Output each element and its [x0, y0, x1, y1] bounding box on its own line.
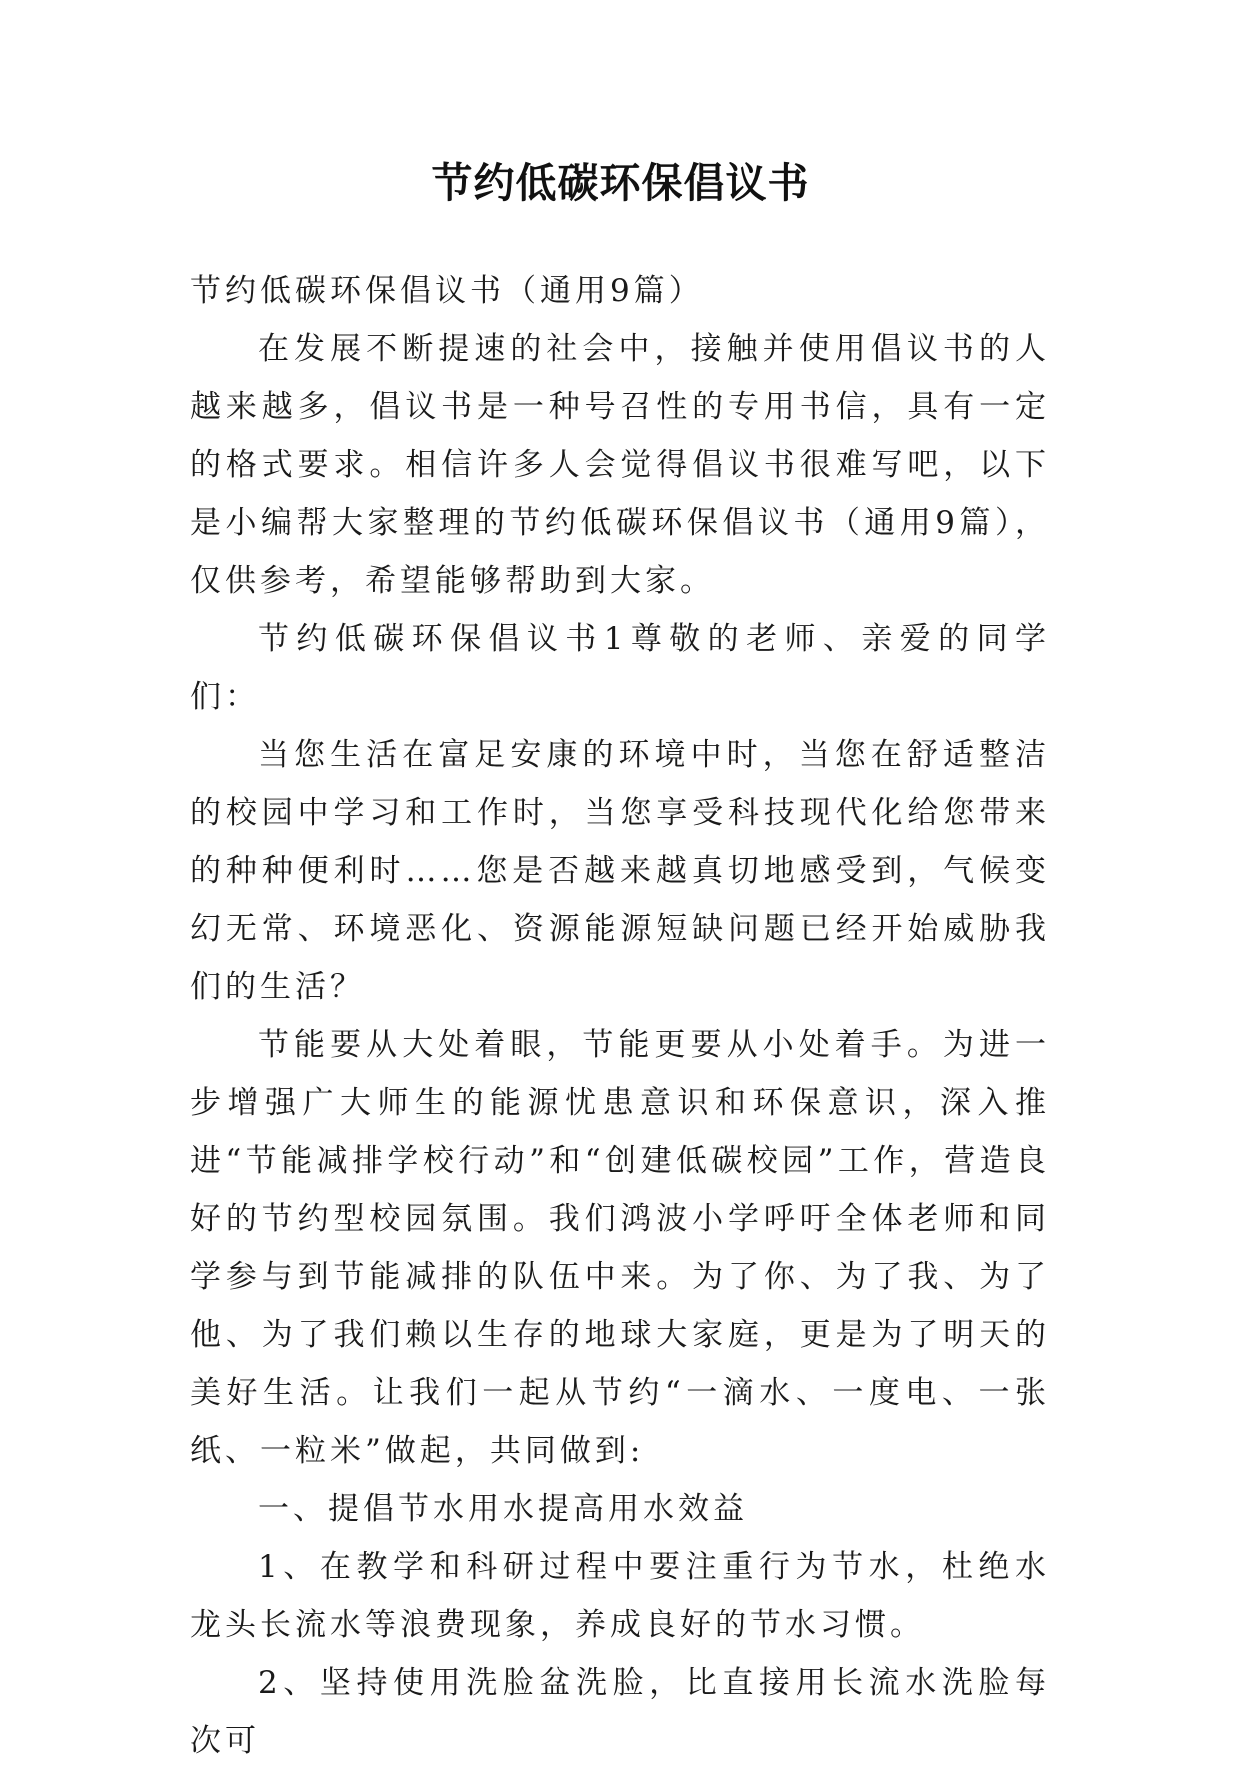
document-body [190, 262, 1050, 1770]
paragraph-appeal: 节能要从大处着眼，节能更要从小处着手。为进一步增强广大师生的能源忧患意识和环保意识，深入推进“节能减排学校行动”和“创建低碳校园”工作，营造良好的节约型校园氛围。我们鸿波小学呼吁全体老师和同学参与到节能减排的队伍中来。为了你、为了我、为了他、为了我们赖以生存的地球大家庭，更是为了明天的美好生活。让我们一起从节约“一滴水、一度电、一张纸、一粒米”做起，共同做到: [190, 1027, 1050, 1469]
list-item-1: 1、在教学和科研过程中要注重行为节水，杜绝水龙头长流水等浪费现象，养成良好的节水习惯。 [190, 1549, 1050, 1643]
section-heading-water: 一、提倡节水用水提高用水效益 [258, 1491, 748, 1527]
paragraph-intro: 在发展不断提速的社会中，接触并使用倡议书的人越来越多，倡议书是一种号召性的专用书信，具有一定的格式要求。相信许多人会觉得倡议书很难写吧，以下是小编帮大家整理的节约低碳环保倡议书（通用9篇），仅供参考，希望能够帮助到大家。 [190, 331, 1050, 599]
paragraph-salutation: 节约低碳环保倡议书1尊敬的老师、亲爱的同学们： [190, 621, 1050, 715]
document-title: 节约低碳环保倡议书 [431, 159, 810, 207]
document-subtitle: 节约低碳环保倡议书（通用9篇） [190, 273, 704, 309]
paragraph-context: 当您生活在富足安康的环境中时，当您在舒适整洁的校园中学习和工作时，当您享受科技现代化给您带来的种种便利时……您是否越来越真切地感受到，气候变幻无常、环境恶化、资源能源短缺问题已经开始威胁我们的生活？ [190, 737, 1050, 1005]
list-item-2: 2、坚持使用洗脸盆洗脸，比直接用长流水洗脸每次可 [190, 1665, 1050, 1759]
